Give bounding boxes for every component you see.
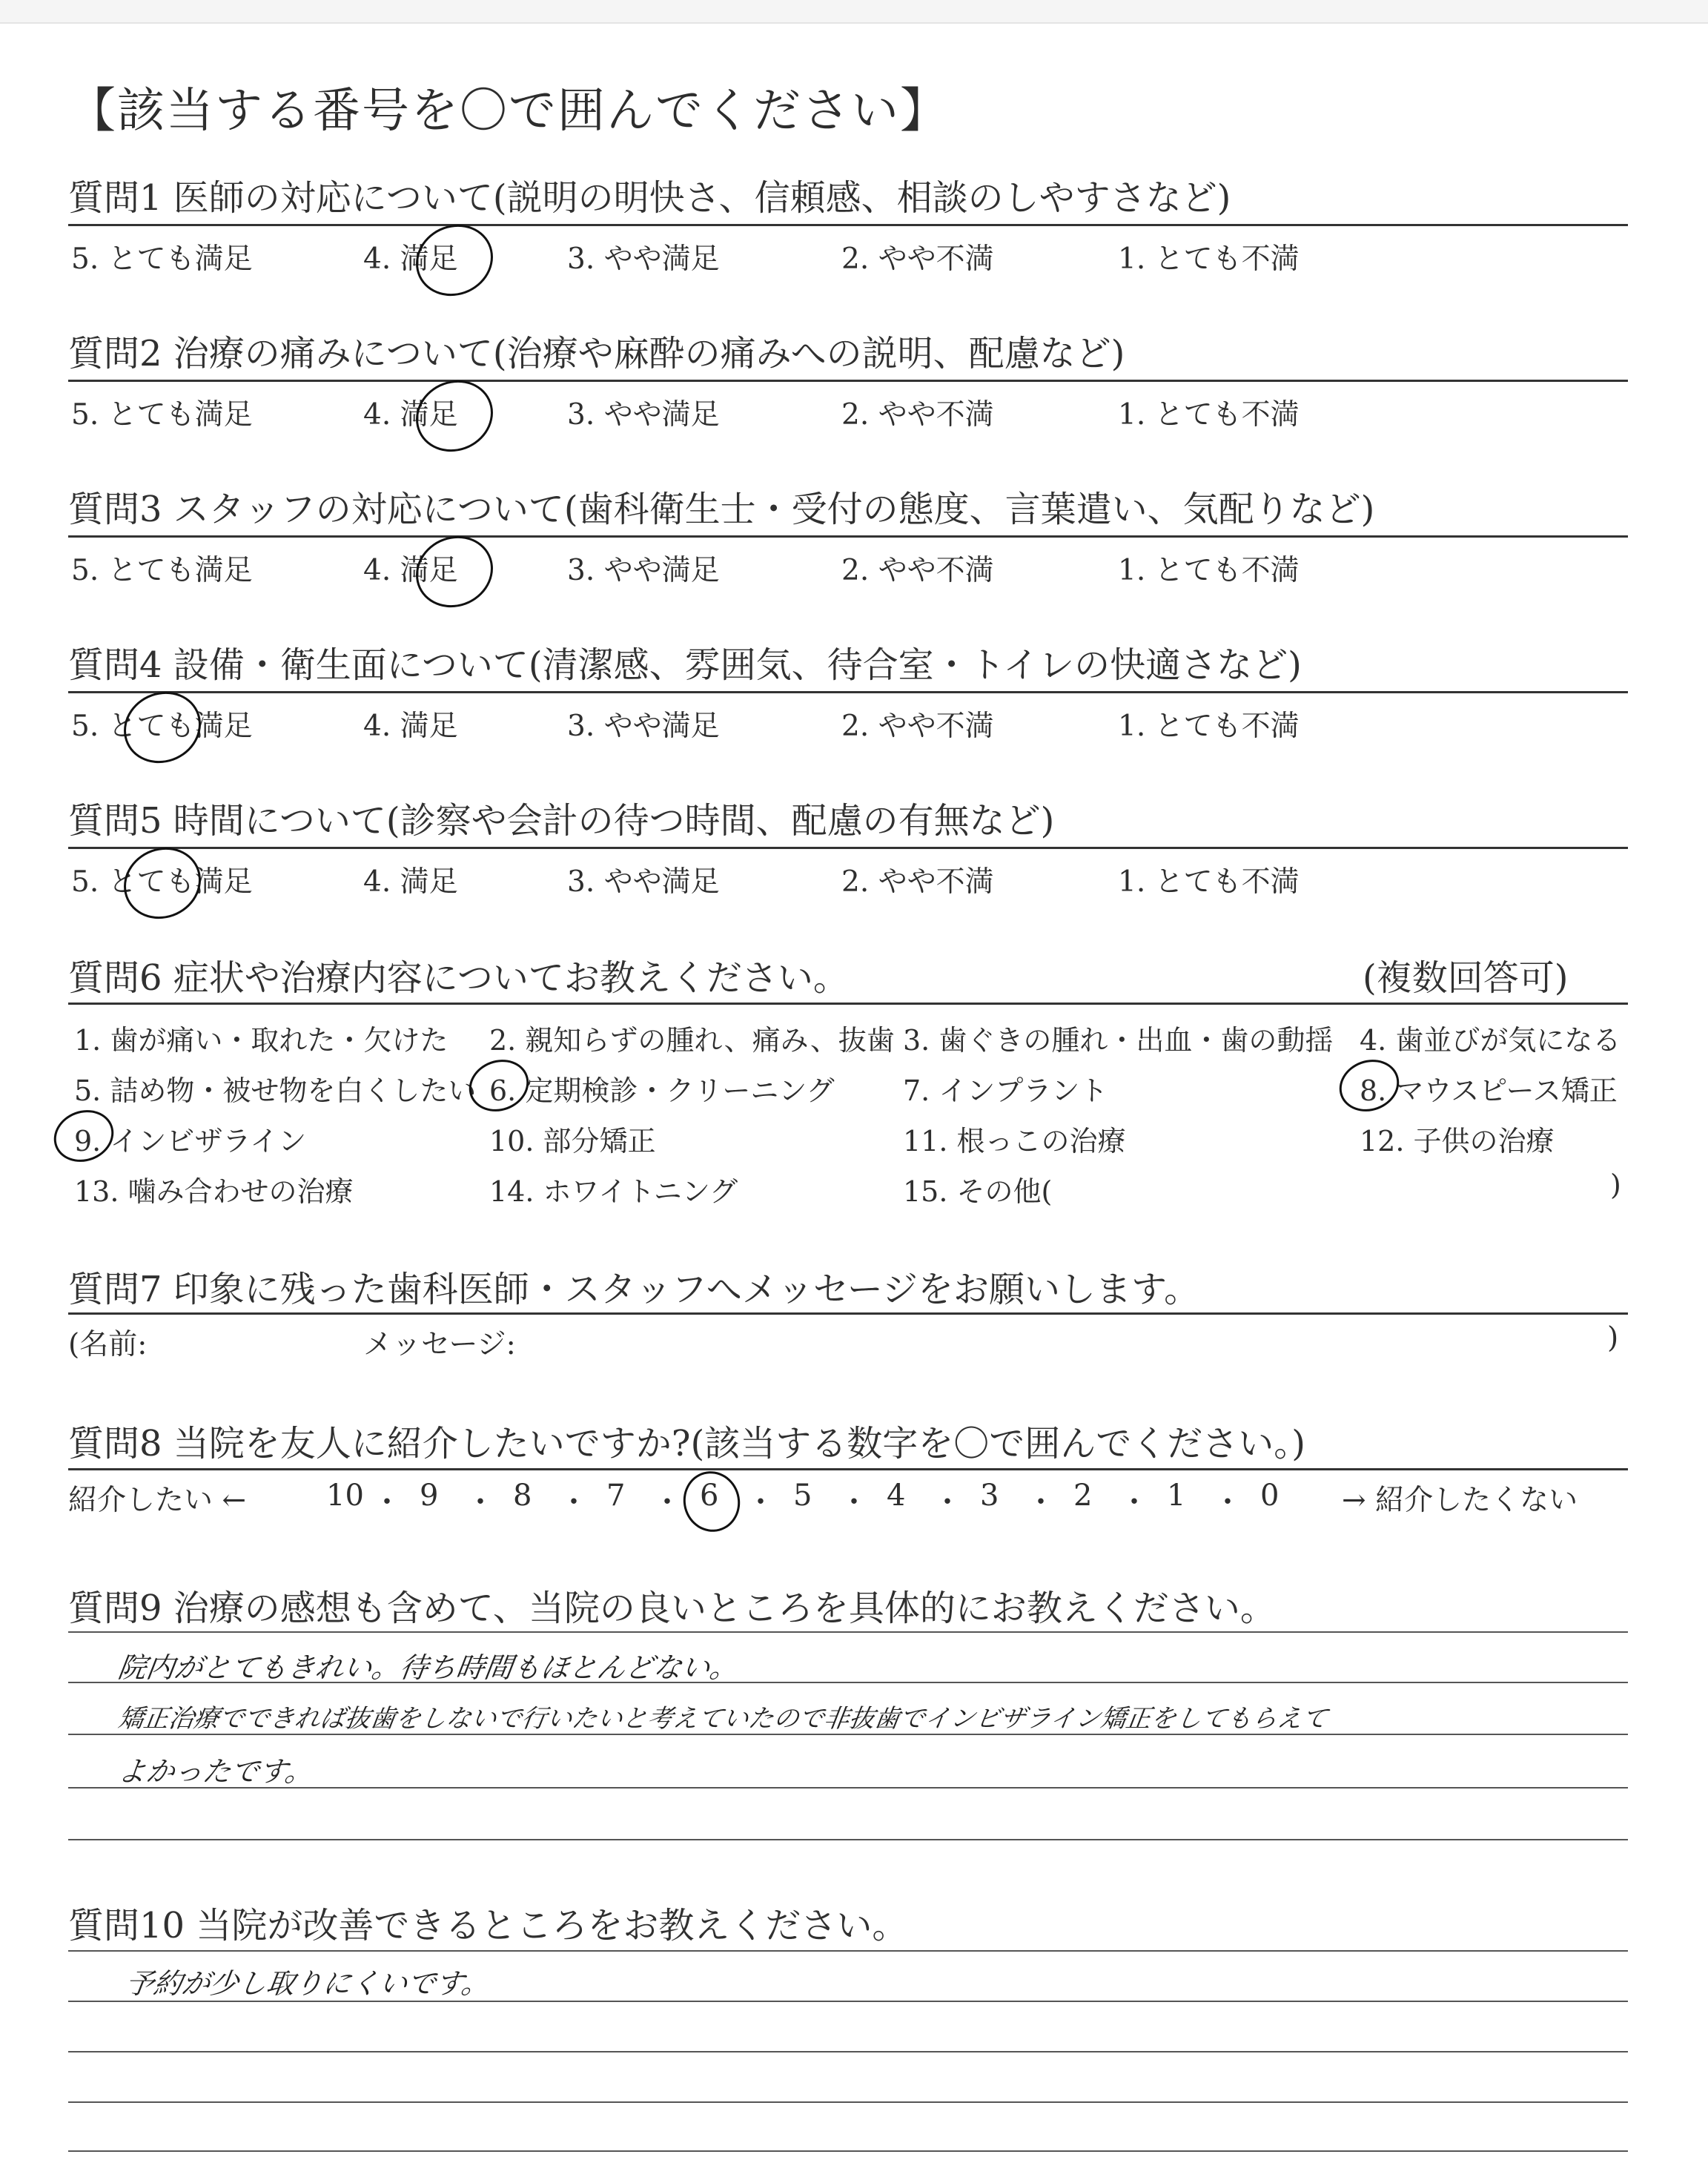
q5-rule	[68, 847, 1628, 849]
q8-scale-value[interactable]: 5	[793, 1479, 812, 1513]
q9-answer-line-3: よかったです。	[116, 1755, 316, 1788]
q4-option[interactable]: 4. 満足	[363, 710, 458, 743]
q8-right-label: → 紹介したくない	[1342, 1484, 1578, 1517]
q8-scale-value[interactable]: 7	[606, 1479, 626, 1513]
q9-answer-line-2: 矯正治療でできれば抜歯をしないで行いたいと考えていたので非抜歯でインビザライン矯正をしてもらえて	[116, 1704, 1330, 1734]
q9-line-5	[68, 1839, 1628, 1840]
q5-option[interactable]: 4. 満足	[363, 865, 458, 899]
q6-option[interactable]: 11. 根っこの治療	[903, 1125, 1126, 1157]
q3-option[interactable]: 1. とても不満	[1118, 554, 1300, 587]
q2-option[interactable]: 1. とても不満	[1118, 398, 1300, 432]
q4-option[interactable]: 1. とても不満	[1118, 710, 1300, 743]
q3-option[interactable]: 4. 満足	[363, 554, 458, 587]
q9-line-1	[68, 1631, 1628, 1633]
q4-option[interactable]: 2. やや不満	[841, 710, 994, 743]
q8-scale-value[interactable]: 4	[887, 1479, 906, 1513]
q7-name-label: (名前:	[68, 1328, 148, 1361]
q1-option[interactable]: 2. やや不満	[841, 242, 994, 276]
q8-left-label: 紹介したい ←	[68, 1484, 247, 1517]
q6-option[interactable]: 2. 親知らずの腫れ、痛み、抜歯	[489, 1024, 895, 1057]
q3-option[interactable]: 2. やや不満	[841, 554, 994, 587]
q8-scale-value[interactable]: 0	[1260, 1479, 1280, 1513]
q6-rule	[68, 1003, 1628, 1005]
q8-scale-separator: ・	[559, 1485, 589, 1519]
q8-rule	[68, 1468, 1628, 1470]
q2-option[interactable]: 2. やや不満	[841, 398, 994, 432]
q7-label: 質問7 印象に残った歯科医師・スタッフへメッセージをお願いします。	[68, 1269, 1200, 1310]
q5-option[interactable]: 1. とても不満	[1118, 865, 1300, 899]
page-title: 【該当する番号を〇で囲んでください】	[68, 84, 949, 139]
q6-label: 質問6 症状や治療内容についてお教えください。	[68, 957, 849, 999]
q8-scale-value[interactable]: 10	[326, 1479, 364, 1513]
q1-label: 質問1 医師の対応について(説明の明快さ、信頼感、相談のしやすさなど)	[68, 177, 1231, 219]
q6-option: )	[1610, 1169, 1621, 1201]
q8-scale-value[interactable]: 2	[1073, 1479, 1093, 1513]
scan-top-edge	[0, 0, 1708, 24]
q1-rule	[68, 224, 1628, 226]
q3-rule	[68, 535, 1628, 538]
q8-scale-value[interactable]: 9	[420, 1479, 439, 1513]
q6-option[interactable]: 15. その他(	[903, 1175, 1053, 1208]
q2-label: 質問2 治療の痛みについて(治療や麻酔の痛みへの説明、配慮など)	[68, 333, 1125, 374]
q7-close: )	[1607, 1321, 1619, 1355]
q6-option[interactable]: 10. 部分矯正	[489, 1125, 656, 1157]
q10-line-3	[68, 2051, 1628, 2052]
q8-scale-value[interactable]: 8	[513, 1479, 532, 1513]
q6-option[interactable]: 4. 歯並びが気になる	[1360, 1024, 1621, 1057]
q3-option[interactable]: 3. やや満足	[567, 554, 720, 587]
q8-scale-separator: ・	[466, 1485, 495, 1519]
q1-option[interactable]: 1. とても不満	[1118, 242, 1300, 276]
q7-rule	[68, 1312, 1628, 1315]
q4-option[interactable]: 3. やや満足	[567, 710, 720, 743]
q8-scale-value[interactable]: 6	[700, 1479, 719, 1513]
q1-option[interactable]: 5. とても満足	[71, 242, 253, 276]
q4-option[interactable]: 5. とても満足	[71, 710, 253, 743]
q3-option[interactable]: 5. とても満足	[71, 554, 253, 587]
q2-rule	[68, 380, 1628, 382]
q1-option[interactable]: 3. やや満足	[567, 242, 720, 276]
q10-answer-line-1: 予約が少し取りにくいです。	[123, 1967, 492, 2000]
q8-scale-value[interactable]: 1	[1167, 1479, 1186, 1513]
q8-scale-separator: ・	[1026, 1485, 1056, 1519]
q9-answer-line-1: 院内がとてもきれい。待ち時間もほとんどない。	[116, 1651, 741, 1684]
q8-scale-separator: ・	[652, 1485, 682, 1519]
q5-label: 質問5 時間について(診察や会計の待つ時間、配慮の有無など)	[68, 800, 1055, 842]
q6-option[interactable]: 9. インビザライン	[74, 1125, 307, 1157]
q8-scale-separator: ・	[933, 1485, 962, 1519]
q8-scale-value[interactable]: 3	[980, 1479, 999, 1513]
q10-label: 質問10 当院が改善できるところをお教えください。	[68, 1905, 908, 1946]
q2-option[interactable]: 3. やや満足	[567, 398, 720, 432]
q8-scale-separator: ・	[1213, 1485, 1242, 1519]
q1-option[interactable]: 4. 満足	[363, 242, 458, 276]
q9-label: 質問9 治療の感想も含めて、当院の良いところを具体的にお教えください。	[68, 1588, 1276, 1629]
q6-option[interactable]: 6. 定期検診・クリーニング	[489, 1074, 835, 1107]
q10-line-5	[68, 2150, 1628, 2152]
q8-scale-separator: ・	[372, 1485, 402, 1519]
q4-label: 質問4 設備・衛生面について(清潔感、雰囲気、待合室・トイレの快適さなど)	[68, 644, 1302, 686]
q6-option[interactable]: 12. 子供の治療	[1360, 1125, 1555, 1157]
q4-rule	[68, 691, 1628, 693]
q6-note: (複数回答可)	[1363, 957, 1569, 999]
q6-option[interactable]: 5. 詰め物・被せ物を白くしたい	[74, 1074, 477, 1107]
q7-message-label: メッセージ:	[363, 1328, 516, 1361]
q3-label: 質問3 スタッフの対応について(歯科衛生士・受付の態度、言葉遣い、気配りなど)	[68, 489, 1375, 530]
q5-option[interactable]: 3. やや満足	[567, 865, 720, 899]
q6-option[interactable]: 7. インプラント	[903, 1074, 1108, 1107]
q8-scale-separator: ・	[1119, 1485, 1149, 1519]
q8-scale-separator: ・	[746, 1485, 775, 1519]
q6-option[interactable]: 3. 歯ぐきの腫れ・出血・歯の動揺	[903, 1024, 1334, 1057]
q6-option[interactable]: 13. 噛み合わせの治療	[74, 1175, 354, 1208]
q5-option[interactable]: 5. とても満足	[71, 865, 253, 899]
q10-line-4	[68, 2101, 1628, 2103]
q10-line-1	[68, 1950, 1628, 1952]
q5-option[interactable]: 2. やや不満	[841, 865, 994, 899]
q6-option[interactable]: 1. 歯が痛い・取れた・欠けた	[74, 1024, 448, 1057]
q8-label: 質問8 当院を友人に紹介したいですか?(該当する数字を〇で囲んでください。)	[68, 1423, 1305, 1464]
q2-option[interactable]: 4. 満足	[363, 398, 458, 432]
q8-scale-separator: ・	[839, 1485, 869, 1519]
q6-option[interactable]: 14. ホワイトニング	[489, 1175, 738, 1208]
q2-option[interactable]: 5. とても満足	[71, 398, 253, 432]
q6-option[interactable]: 8. マウスピース矯正	[1360, 1074, 1618, 1107]
